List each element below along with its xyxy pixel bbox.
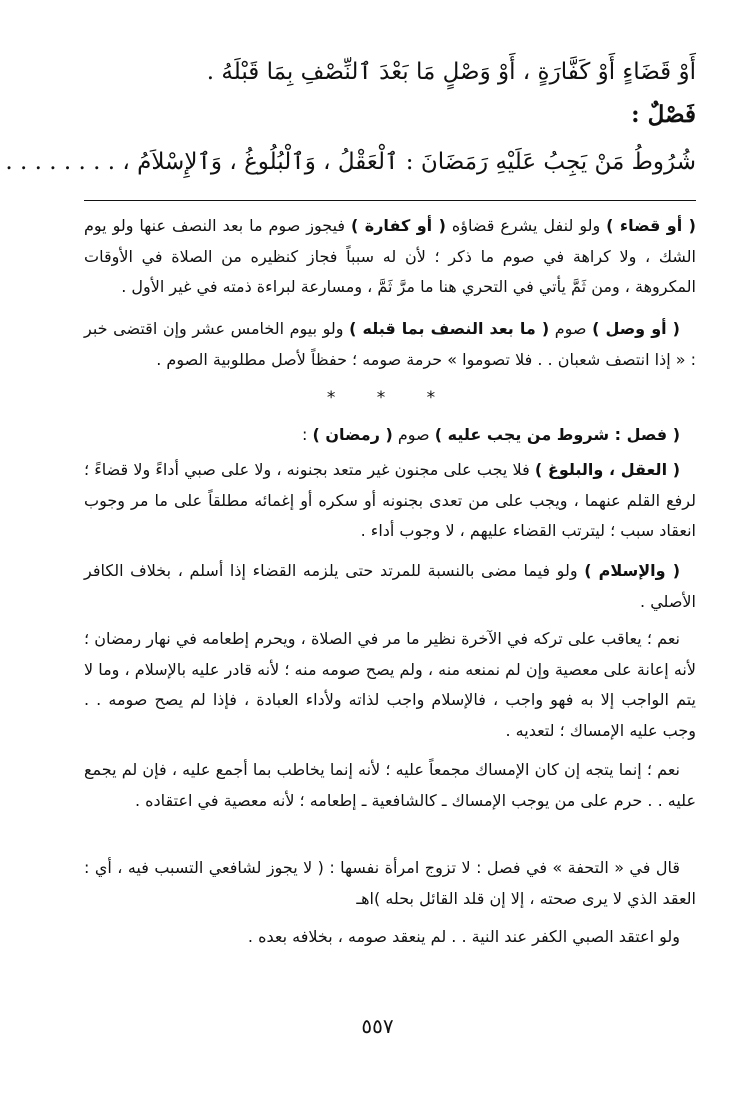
matn-line-1: أَوْ قَضَاءٍ أَوْ كَفَّارَةٍ ، أَوْ وَصْلٍ مَا بَعْدَ ٱلنِّصْفِ بِمَا قَبْلَهُ .: [206, 59, 696, 85]
section-heading: فَصْلٌ :: [631, 101, 696, 128]
term-qada: ( أو قضاء ): [606, 216, 696, 235]
commentary-paragraph-9: ولو اعتقد الصبي الكفر عند النية . . لم ينعقد صومه ، بخلافه بعده .: [247, 927, 680, 946]
page-number: ٥٥٧: [361, 1014, 394, 1038]
term-kaffara: ( أو كفارة ): [351, 216, 446, 235]
commentary-text: :: [302, 425, 313, 444]
matn-line-3: شُرُوطُ مَنْ يَجِبُ عَلَيْهِ رَمَضَانَ : ٱلْعَقْلُ ، وَٱلْبُلُوغُ ، وَٱلإِسْلاَمُ ، . . . . . . . .: [5, 149, 696, 175]
commentary-paragraph-6: نعم ؛ يعاقب على تركه في الآخرة نظير ما مر في الصلاة ، ويحرم إطعامه في نهار رمضان ؛ لأنه إعانة على معصية وإن لم نمنعه منه ، ولم يصح صومه منه ؛ لأنه قادر عليه بالإسلام ، وما لا يتم الواجب إلا به فهو واجب ، فالإسلام واجب لذاته ولأداء العبادة ، فإذا لم يصح صومه . . وجب عليه الإمساك ؛ لتعديه .: [84, 629, 696, 740]
commentary-paragraph-5: [84, 556, 696, 617]
commentary-text: ولو بيوم الخامس عشر وإن اقتضى خبر : « إذا انتصف شعبان . . فلا تصوموا » حرمة صومه ؛ حفظاً لأصل مطلوبية الصوم .: [84, 319, 696, 369]
commentary-paragraph-8: قال في « التحفة » في فصل : لا تزوج امرأة نفسها : ( لا يجوز لشافعي التسبب فيه ، أي : العقد الذي لا يرى صحته ، إلا إن قلد القائل بحله )اهـ: [84, 858, 696, 908]
term-ramadan: ( رمضان ): [312, 425, 393, 444]
term-wasl: ( أو وصل ): [592, 319, 680, 338]
section-divider-stars: * * *: [326, 388, 454, 408]
term-fasl-shurut: ( فصل : شروط من يجب عليه ): [434, 425, 680, 444]
term-islam: ( والإسلام ): [584, 561, 681, 580]
commentary-text: فلا يجب على مجنون غير متعد بجنونه ، ولا على صبي أداءً ولا قضاءً ؛ لرفع القلم عنهما ، ويجب على من تعدى بجنونه أو سكره أو إغمائه مطلقاً على ما مر وجوب انعقاد سبب ؛ ليترتب القضاء عليهم ، لا وجوب أداء .: [84, 460, 696, 540]
commentary-text: ولو فيما مضى بالنسبة للمرتد حتى يلزمه القضاء إذا أسلم ، بخلاف الكافر الأصلي .: [84, 561, 696, 611]
commentary-paragraph-1: [84, 211, 696, 303]
commentary-paragraph-3: [84, 420, 696, 451]
commentary-text: صوم: [549, 319, 593, 338]
commentary-paragraph-4: [84, 455, 696, 547]
separator-rule: [84, 200, 696, 201]
commentary-paragraph-2: [84, 314, 696, 375]
term-aql-bulugh: ( العقل ، والبلوغ ): [534, 460, 681, 479]
commentary-text: ولو لنفل يشرع قضاؤه: [445, 216, 607, 235]
commentary-text: صوم: [392, 425, 435, 444]
commentary-paragraph-7: نعم ؛ إنما يتجه إن كان الإمساك مجمعاً عليه ؛ لأنه إنما يخاطب بما أجمع عليه ، فإن لم يجمع عليه . . حرم على من يوجب الإمساك ـ كالشافعية ـ إطعامه ؛ لأنه معصية في اعتقاده .: [84, 760, 696, 810]
term-ma-bada-annisf: ( ما بعد النصف بما قبله ): [349, 319, 550, 338]
commentary-text: فيجوز صوم ما بعد النصف عنها ولو يوم الشك ، ولا كراهة في صوم ما ذكر ؛ لأن له سبباً فجاز كنظيره من الصلاة في الأوقات المكروهة ، ومن ثَمَّ يأتي في التحري هنا ما مرَّ ثَمَّ ، ومسارعة لبراءة ذمته في غير الأول .: [84, 216, 696, 296]
